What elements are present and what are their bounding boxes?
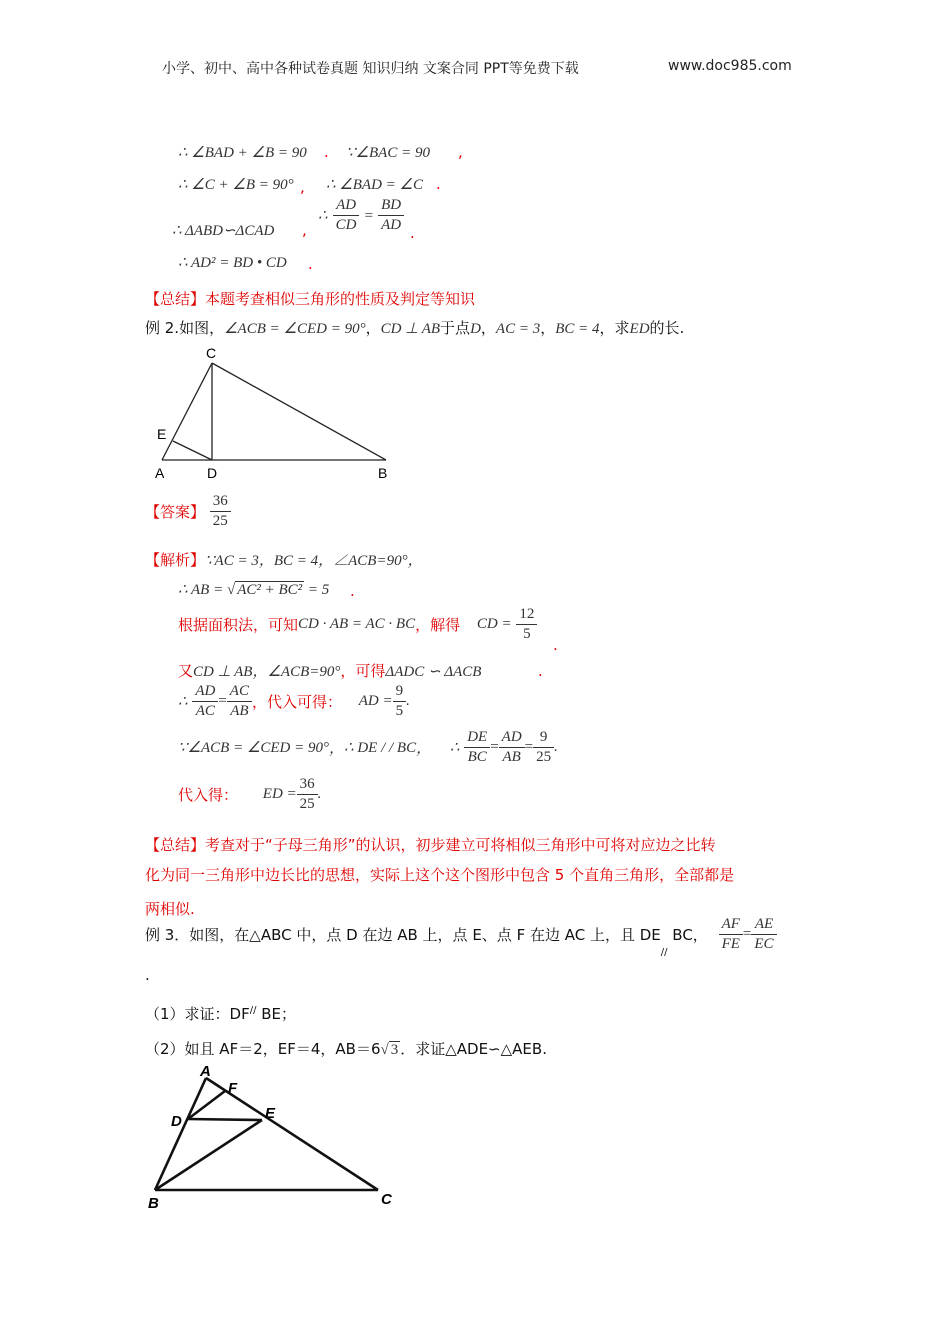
page-header-site: www.doc985.com <box>668 58 792 74</box>
solution-line-6 <box>178 728 558 767</box>
solution-line-7 <box>178 775 321 814</box>
solution-line-4 <box>178 660 481 681</box>
solution-line-2: ∴ AB = √ AC² + BC² = 5 <box>178 582 330 598</box>
summary-2-line-3: 两相似. <box>145 900 195 918</box>
math-perp: CD ⊥ AB <box>380 321 441 337</box>
proof-line-3a: ∴ ΔABD∽ΔCAD <box>172 223 275 239</box>
parallel-symbol: // <box>249 1005 257 1016</box>
math-ed: ED <box>629 321 650 337</box>
page-header-text: 小学、初中、高中各种试卷真题 知识归纳 文案合同 PPT等免费下载 <box>162 61 579 77</box>
label-f: F <box>228 1080 238 1097</box>
fraction-de-bc <box>464 728 490 767</box>
denominator: CD <box>335 217 357 233</box>
comma: ， <box>365 319 381 337</box>
also-text: 又 <box>178 662 194 680</box>
example-prefix: 例 2.如图， <box>145 319 225 337</box>
numerator: 12 <box>516 605 537 625</box>
text-foot: 于点 <box>440 319 471 337</box>
text-length: 的长. <box>649 319 685 337</box>
segment-de <box>188 1119 262 1120</box>
numerator: AC <box>227 682 252 702</box>
label-e: E <box>265 1105 276 1122</box>
denominator: 25 <box>212 513 228 529</box>
question-2-text: （2）如且 AF＝2，EF＝4，AB＝6 <box>145 1040 381 1058</box>
red-punct: . <box>350 582 355 600</box>
ed-equals: ED = <box>262 786 297 802</box>
deduce-text: ，可得 <box>340 662 386 680</box>
numerator: 9 <box>393 682 407 702</box>
math-ac: AC = 3 <box>495 321 541 337</box>
radicand: AC² + BC² <box>237 582 303 598</box>
label-e: E <box>157 426 167 442</box>
example-3-text: 例 3．如图，在△ABC 中，点 D 在边 AB 上，点 E、点 F 在边 AC 上，且 DE <box>145 926 661 944</box>
math-angle: ∠ACB = ∠CED = 90° <box>224 321 366 337</box>
answer-fraction <box>210 492 231 531</box>
summary-tag: 【总结】 <box>145 836 206 854</box>
answer-line <box>145 492 231 531</box>
comma: ， <box>416 741 432 757</box>
denominator: AB <box>230 703 249 719</box>
proof-line-2a: ∴ ∠C + ∠B = 90° <box>178 177 294 193</box>
numerator: AD <box>192 682 218 702</box>
segment-cb <box>212 363 386 460</box>
proof-line-1b: ∵∠BAC = 90 <box>346 145 430 161</box>
numerator: 36 <box>210 492 231 512</box>
numerator: AD <box>499 728 525 748</box>
therefore-symbol: ∴ <box>449 740 460 756</box>
figure-3-triangle <box>140 1062 410 1212</box>
denominator: 5 <box>395 703 404 719</box>
radicand: 3 <box>390 1042 399 1058</box>
ab-prefix: ∴ AB = <box>178 582 224 598</box>
equals-sign: = <box>218 693 227 709</box>
solution-line-1 <box>145 549 423 570</box>
parallel-statement: ∴ DE / / BC <box>344 740 417 756</box>
therefore-symbol: ∴ <box>178 694 188 710</box>
numerator: AF <box>719 915 743 935</box>
fraction-9-25 <box>533 728 554 767</box>
numerator: BD <box>378 196 404 216</box>
solve-text: ，解得 <box>415 616 461 634</box>
red-punct: . <box>436 175 441 193</box>
example-2-statement <box>145 317 684 338</box>
label-b: B <box>148 1195 159 1212</box>
fraction-bd-ad <box>378 196 404 235</box>
parallel-symbol: // <box>660 947 668 958</box>
solution-line-3 <box>178 605 537 644</box>
summary-1 <box>145 288 475 309</box>
comma: ， <box>540 319 556 337</box>
therefore-symbol: ∴ <box>318 208 328 224</box>
period: . <box>554 739 558 755</box>
summary-tag: 【总结】 <box>145 290 206 308</box>
red-punct: , <box>302 221 307 239</box>
fraction-af-fe <box>719 915 743 954</box>
denominator: EC <box>754 936 774 952</box>
question-2 <box>145 1038 547 1059</box>
label-d: D <box>171 1113 182 1130</box>
equals-sign: = <box>490 739 499 755</box>
example-3-period: . <box>145 966 150 984</box>
comma: ， <box>329 741 345 757</box>
math-bc: BC = 4 <box>555 321 600 337</box>
fraction-9-5 <box>393 682 407 721</box>
fraction-ae-ec <box>751 915 776 954</box>
denominator: 5 <box>523 626 531 642</box>
period: . <box>317 786 322 802</box>
fraction-ac-ab <box>227 682 252 721</box>
cd-equals: CD = <box>476 616 512 632</box>
ad-equals: AD = <box>358 693 393 709</box>
numerator: 9 <box>533 728 554 748</box>
summary-text: 本题考查相似三角形的性质及判定等知识 <box>205 290 476 308</box>
label-c: C <box>206 345 217 361</box>
solution-given: ∵AC = 3，BC = 4，∠ACB=90°， <box>205 553 423 569</box>
summary-text: 考查对于“子母三角形”的认识，初步建立可将相似三角形中可将对应边之比转 <box>205 836 716 854</box>
red-punct: , <box>300 178 305 196</box>
question-1-text: （1）求证：DF <box>145 1005 250 1023</box>
denominator: AD <box>381 217 402 233</box>
question-1 <box>145 1003 296 1024</box>
fraction-ad-cd <box>333 196 360 235</box>
period: . <box>406 693 410 709</box>
denominator: FE <box>721 936 740 952</box>
fraction-36-25 <box>297 775 318 814</box>
label-d: D <box>207 465 218 481</box>
denominator: 25 <box>299 796 315 812</box>
perp-statement: CD ⊥ AB <box>193 664 253 680</box>
substitute-text: 代入得： <box>178 786 239 804</box>
similarity-statement: ΔADC ∽ ΔACB <box>385 664 482 680</box>
angle-statement: ，∠ACB=90° <box>252 664 341 680</box>
question-1-be: BE； <box>256 1005 297 1023</box>
equals-sign: = <box>364 208 374 224</box>
red-punct: , <box>458 143 463 161</box>
numerator: DE <box>464 728 490 748</box>
numerator: AD <box>333 196 360 216</box>
equals-sign: = <box>524 739 534 755</box>
text-find: ，求 <box>599 319 630 337</box>
red-punct: . <box>553 636 558 654</box>
segment-ed <box>173 441 212 460</box>
area-equation: CD · AB = AC · BC <box>298 616 416 632</box>
denominator: BC <box>467 749 487 765</box>
math-d: D <box>470 321 481 337</box>
ab-result: = 5 <box>307 582 330 598</box>
summary-2-line-1 <box>145 834 716 855</box>
label-a: A <box>200 1063 211 1080</box>
red-punct: . <box>308 255 313 273</box>
solution-line-5 <box>178 682 410 721</box>
parallel-reason: ∵∠ACB = ∠CED = 90° <box>178 740 330 756</box>
figure-2-triangle <box>150 340 400 490</box>
numerator: 36 <box>297 775 318 795</box>
summary-2-line-2: 化为同一三角形中边长比的思想，实际上这个这个图形中包含 5 个直角三角形，全部都是 <box>145 866 735 884</box>
red-punct: . <box>538 662 543 680</box>
denominator: AC <box>195 703 215 719</box>
numerator: AE <box>751 915 776 935</box>
fraction-ad-ab <box>499 728 525 767</box>
segment-ac <box>162 363 212 460</box>
question-2-rest: ．求证△ADE∽△AEB. <box>400 1040 547 1058</box>
substitute-text: ，代入可得： <box>251 693 342 711</box>
area-method-text: 根据面积法，可知 <box>178 616 299 634</box>
example-3-statement <box>145 915 777 958</box>
example-3-bc: BC， <box>667 926 708 944</box>
proof-line-4: ∴ AD² = BD • CD <box>178 255 287 271</box>
label-b: B <box>378 465 388 481</box>
fraction-ad-ac <box>192 682 218 721</box>
proof-line-2b: ∴ ∠BAD = ∠C <box>326 177 423 193</box>
answer-tag: 【答案】 <box>145 503 206 521</box>
sqrt-symbol: √ <box>380 1042 389 1058</box>
fraction-12-5 <box>516 605 537 644</box>
solution-tag: 【解析】 <box>145 551 206 569</box>
label-a: A <box>155 465 165 481</box>
denominator: AB <box>502 749 521 765</box>
equals-sign: = <box>742 926 752 942</box>
red-punct: . <box>410 224 415 242</box>
proof-line-3-ratio <box>318 196 404 235</box>
comma: ， <box>480 319 496 337</box>
label-c: C <box>381 1191 392 1208</box>
denominator: 25 <box>536 749 552 765</box>
red-punct: . <box>324 143 329 161</box>
proof-line-1a: ∴ ∠BAD + ∠B = 90 <box>178 145 307 161</box>
